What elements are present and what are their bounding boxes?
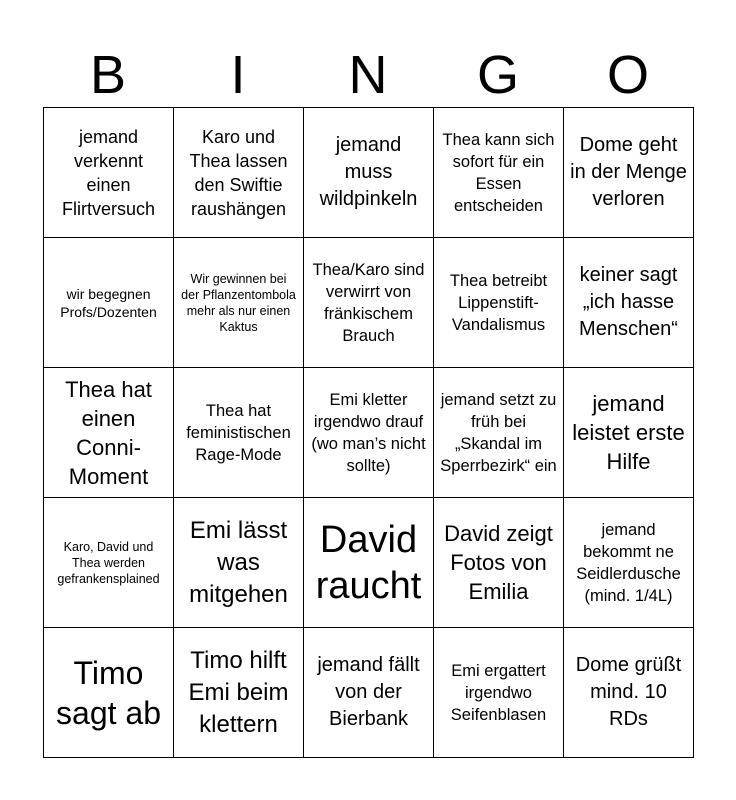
bingo-cell[interactable] bbox=[564, 628, 694, 758]
bingo-cell[interactable] bbox=[434, 628, 564, 758]
cell-text: jemand setzt zu früh bei „Skandal im Sperrbezirk“ ein bbox=[440, 390, 557, 475]
cell-text: keiner sagt „ich hasse Menschen“ bbox=[579, 264, 678, 340]
bingo-cell[interactable] bbox=[564, 368, 694, 498]
bingo-card bbox=[43, 107, 694, 758]
bingo-cell[interactable] bbox=[44, 108, 174, 238]
bingo-header bbox=[43, 42, 693, 108]
cell-text: David raucht bbox=[315, 518, 422, 607]
bingo-cell[interactable] bbox=[304, 498, 434, 628]
bingo-cell[interactable] bbox=[174, 368, 304, 498]
header-letter-o: O bbox=[606, 45, 649, 105]
cell-text: jemand fällt von der Bierbank bbox=[317, 654, 420, 730]
bingo-cell[interactable] bbox=[434, 368, 564, 498]
cell-text: Thea betreibt Lippenstift-Vandalismus bbox=[449, 271, 548, 334]
bingo-cell[interactable] bbox=[434, 498, 564, 628]
cell-text: Emi lässt was mitgehen bbox=[189, 516, 288, 608]
bingo-row bbox=[44, 238, 694, 368]
cell-text: Emi kletter irgendwo drauf (wo man’s nicht sollte) bbox=[311, 390, 426, 475]
cell-text: David zeigt Fotos von Emilia bbox=[444, 521, 553, 604]
bingo-cell[interactable] bbox=[564, 498, 694, 628]
cell-text: Timo sagt ab bbox=[56, 654, 161, 731]
cell-text: wir begegnen Profs/Dozenten bbox=[60, 285, 157, 320]
bingo-cell[interactable] bbox=[44, 368, 174, 498]
cell-text: Thea kann sich sofort für ein Essen entscheiden bbox=[442, 130, 555, 215]
bingo-row bbox=[44, 108, 694, 238]
bingo-cell[interactable] bbox=[434, 238, 564, 368]
cell-text: Dome grüßt mind. 10 RDs bbox=[575, 654, 682, 730]
cell-text: Timo hilft Emi beim klettern bbox=[188, 646, 289, 738]
header-letter-n: N bbox=[348, 45, 388, 105]
bingo-cell[interactable] bbox=[564, 108, 694, 238]
cell-text: Karo, David und Thea werden gefrankensplained bbox=[57, 539, 160, 586]
bingo-cell[interactable] bbox=[44, 628, 174, 758]
cell-text: jemand leistet erste Hilfe bbox=[572, 391, 685, 474]
cell-text: jemand bekommt ne Seidlerdusche (mind. 1/4L) bbox=[576, 520, 681, 605]
bingo-row bbox=[44, 498, 694, 628]
bingo-cell[interactable] bbox=[434, 108, 564, 238]
cell-text: Thea hat einen Conni-Moment bbox=[65, 376, 152, 489]
bingo-cell[interactable] bbox=[564, 238, 694, 368]
cell-text: jemand verkennt einen Flirtversuch bbox=[61, 126, 155, 219]
cell-text: Dome geht in der Menge verloren bbox=[570, 134, 687, 210]
cell-text: jemand muss wildpinkeln bbox=[319, 134, 418, 210]
bingo-cell[interactable] bbox=[174, 628, 304, 758]
cell-text: Karo und Thea lassen den Swiftie raushängen bbox=[189, 126, 288, 219]
bingo-cell[interactable] bbox=[174, 498, 304, 628]
cell-text: Thea/Karo sind verwirrt von fränkischem Brauch bbox=[312, 260, 425, 345]
header-letter-g: G bbox=[476, 45, 519, 105]
cell-text: Wir gewinnen bei der Pflanzentombola mehr als nur einen Kaktus bbox=[181, 271, 296, 334]
bingo-cell[interactable] bbox=[174, 108, 304, 238]
header-letter-i: I bbox=[230, 45, 246, 105]
bingo-cell[interactable] bbox=[304, 368, 434, 498]
bingo-cell[interactable] bbox=[44, 498, 174, 628]
bingo-cell[interactable] bbox=[304, 108, 434, 238]
bingo-cell[interactable] bbox=[44, 238, 174, 368]
cell-text: Emi ergattert irgendwo Seifenblasen bbox=[450, 661, 547, 724]
cell-text: Thea hat feministischen Rage-Mode bbox=[186, 401, 291, 464]
bingo-row bbox=[44, 368, 694, 498]
bingo-row bbox=[44, 628, 694, 758]
bingo-cell[interactable] bbox=[174, 238, 304, 368]
bingo-cell[interactable] bbox=[304, 238, 434, 368]
bingo-cell[interactable] bbox=[304, 628, 434, 758]
header-letter-b: B bbox=[89, 45, 127, 105]
